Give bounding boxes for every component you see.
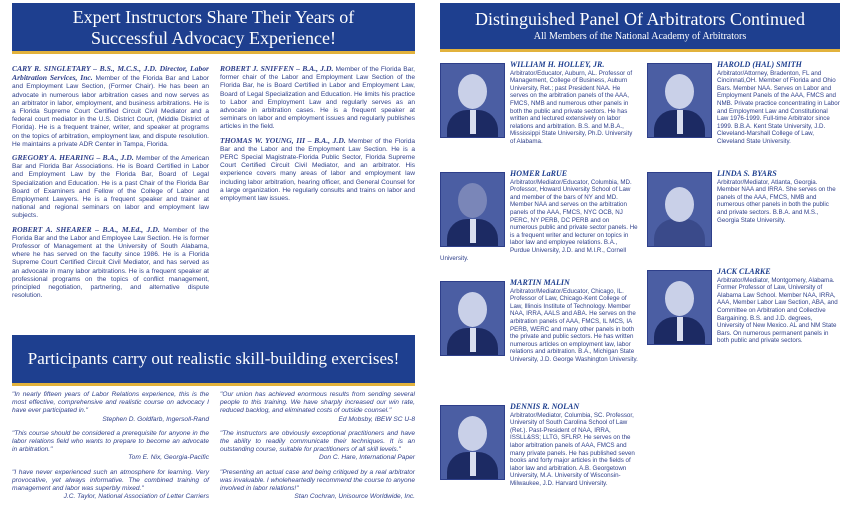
instructors-banner bbox=[12, 3, 415, 54]
instructors-column-1 bbox=[12, 65, 209, 305]
instructor-bio bbox=[12, 154, 209, 221]
instructor-name: ROBERT J. SNIFFEN – B.A., J.D. bbox=[220, 64, 334, 73]
arbitrator-entry bbox=[440, 61, 638, 146]
instructor-bio bbox=[220, 65, 415, 132]
arbitrator-bio: Arbitrator/Mediator, Atlanta, Georgia. Member NAA and IRRA. She serves on the panels of the AAA, FMCS, NMB and numerous other panels in both the public and private sectors. B.B.A. and M.S., Georgia State University. bbox=[717, 178, 836, 224]
arbitrator-entry bbox=[647, 268, 840, 347]
arbitrator-bio: Arbitrator/Mediator, Columbia, SC. Professor, University of South Carolina School of Law (Ret.). Past-President of NAA, IRRA, ISSLL&SS; LLTG, SFLRP. He serves on the labor arbitration panels of AAA, FMCS and many private panels. He has published seven books and forty major articles in the fields of labor law and arbitration. A.B. Georgetown University, M.A. University of Wisconsin- Milwaukee, J.D. Harvard University. bbox=[510, 411, 635, 487]
arbitrator-name: WILLIAM H. HOLLEY, JR. bbox=[510, 60, 605, 69]
testimonial-source: Tom E. Nix, Georgia-Pacific bbox=[128, 454, 209, 462]
testimonial-source: J.C. Taylor, National Association of Letter Carriers bbox=[63, 493, 209, 501]
testimonial bbox=[220, 430, 415, 463]
arbitrator-entry bbox=[647, 61, 840, 146]
testimonial-source: Stan Cochran, Unisource Worldwide, Inc. bbox=[294, 493, 415, 501]
arbitrator-bio: Arbitrator/Mediator/Educator, Chicago, IL. Professor of Law, Chicago-Kent College of Law, Illinois Institute of Technology. Member NAA, IRRA, AALS and ABA. He serves on the arbitration panels of AAA, FMCS, IL MCS, IA PERB, WERC and many other panels in both the private and public sectors. He has written numerous articles on employment law, labor relations and arbitration. B.A., Michigan State University, J.D. George Washington University. bbox=[510, 287, 638, 363]
instructor-name: THOMAS W. YOUNG, III – B.A., J.D. bbox=[220, 135, 346, 145]
testimonial-text: "Presenting an actual case and being critiqued by a real arbitrator was invaluable. I wholeheartedly recommend the course to anyone involved in labor relations!" bbox=[220, 468, 415, 493]
arbitrator-name: HAROLD (HAL) SMITH bbox=[717, 60, 802, 69]
testimonial bbox=[220, 391, 415, 424]
arbitrators-banner bbox=[440, 3, 840, 52]
instructor-name: CARY R. SINGLETARY – B.S., M.C.S., J.D. Director, Labor Arbitration Services, Inc. bbox=[12, 64, 209, 83]
participants-banner bbox=[12, 335, 415, 386]
instructors-banner-line1: Expert Instructors Share Their Years of bbox=[72, 7, 355, 27]
arbitrator-bio: Arbitrator/Attorney, Bradenton, FL and Cincinnati,OH. Member of Florida and Ohio Bars. Member NAA. Serves on Labor and Employment Panels of the AAA, FMCS and NMB. Private practice concentrating in Labor and Employment Law and Constitutional Law 1976-1999. Full-time Arbitrator since 1999. B.B.A. Kent State University, J.D. Cleveland-Marshall College of Law, Cleveland State University. bbox=[717, 69, 840, 145]
arbitrator-entry bbox=[647, 170, 840, 249]
arbitrators-banner-subtitle: All Members of the National Academy of Arbitrators bbox=[533, 31, 747, 42]
testimonial bbox=[12, 469, 209, 502]
instructor-bio bbox=[12, 65, 209, 149]
instructors-column-2 bbox=[220, 65, 415, 208]
arbitrator-name: MARTIN MALIN bbox=[510, 278, 570, 287]
arbitrator-bio: Arbitrator/Educator, Auburn, AL. Professor of Management, College of Business, Auburn University, Ret.; past President NAA. He serves on the arbitration panels of the AAA, FMCS, NMB and numerous other panels in both the public and private sectors. He has written and lectured extensively on labor relations and arbitration. B.S. and M.B.A., Mississippi State University, Ph.D. University of Alabama. bbox=[510, 69, 633, 145]
testimonial-text: "In nearly fifteen years of Labor Relations experience, this is the most effective, comprehensive and realistic course on advocacy I have ever participated in." bbox=[12, 391, 209, 415]
testimonial-source: Don C. Hare, International Paper bbox=[318, 454, 415, 462]
testimonial bbox=[12, 430, 209, 463]
testimonial bbox=[220, 469, 415, 502]
arbitrator-name: JACK CLARKE bbox=[717, 267, 771, 276]
quotes-column-2 bbox=[220, 391, 415, 507]
arbitrators-banner-title: Distinguished Panel Of Arbitrators Continued bbox=[475, 9, 805, 29]
testimonial-source: Ed Mobsby, IBEW SC U-8 bbox=[338, 415, 415, 423]
testimonial bbox=[12, 391, 209, 424]
arbitrator-entry bbox=[440, 403, 638, 488]
instructor-text: Member of the American Bar and Florida Bar Associations. He is Board Certified in Labor and Employment Law by the Florida Bar, Board of Legal Specialization and Education. He is a past Chair of the Florida Bar Board of Examiners and Fellow of the College of Labor and Employment Lawyers. He is a frequent speaker and trainer at national and regional seminars on labor and employment law subjects. bbox=[12, 155, 209, 220]
testimonial-source: Stephen D. Goldfarb, Ingersoll-Rand bbox=[102, 415, 209, 423]
instructor-text: Member of the Florida Bar, former chair of the Labor and Employment Law Section of the Florida Bar, he is Board Certified in Labor and Employment Law, Board of Legal Specialization and Education. He limits his practice to Labor and Employment Law and regularly serves as an advocate in arbitration cases. He is a frequent speaker at seminars on labor and employment issues and regularly publishes articles in the field. bbox=[220, 66, 415, 131]
instructor-text: Member of the Florida Bar and the Labor and Employee Law Section. He is former Professor of Management at the University of South Alabama, where he has served on the faculty since 1986. He is a Florida Supreme Court Certified Circuit Civil Mediator, and has served as an advocate in many labor arbitrations. He is a frequent speaker at professional programs on the topics of conflict management, principled negotiation, partnering, and alternative dispute resolution. bbox=[12, 226, 210, 300]
instructors-banner-line2: Successful Advocacy Experience! bbox=[91, 28, 336, 48]
arbitrator-name: HOMER LaRUE bbox=[510, 169, 568, 178]
instructor-text: Member of the Florida Bar and Labor and Employment Law Section, (Former Chair). He has been an advocate in numerous labor arbitration cases and now serves as an arbitrator in labor, employment, and business arbitrations. He is a Florida Supreme Court Certified Circuit Civil Mediator and a federal court mediator in the U.S. District Court, (Middle District of Florida). He is a frequent trainer, writer, and speaker at programs on the topics of arbitration, employment law, and dispute resolution. He maintains a private ADR Center in Tampa, Florida. bbox=[12, 75, 210, 148]
quotes-column-1 bbox=[12, 391, 209, 507]
arbitrator-bio: Arbitrator/Mediator, Montgomery, Alabama. Former Professor of Law, University of Alabama Law School. Member NAA, IRRA, AAA, Member Labor Law Section, ABA, and Committee on Arbitration and Collective Bargaining. B.S. and J.D. degrees, University of New Mexico. AL and NM State Bars. On numerous permanent panels in both public and private sectors. bbox=[717, 276, 838, 345]
participants-banner-text: Participants carry out realistic skill-building exercises! bbox=[27, 349, 400, 368]
testimonial-text: "I have never experienced such an atmosphere for learning. Very provocative, yet always informative. The combined training of management and labor was superbly mixed." bbox=[12, 468, 209, 493]
arbitrator-entry bbox=[440, 170, 638, 262]
testimonial-text: "This course should be considered a prerequisite for anyone in the labor relations field who wants to prepare to become an advocate in arbitration." bbox=[12, 429, 209, 454]
instructor-bio bbox=[220, 137, 415, 204]
instructor-name: ROBERT A. SHEARER – B.A., M.Ed., J.D. bbox=[12, 224, 160, 234]
instructor-text: Member of the Florida Bar and the Labor and the Employment Law Section. He is a PERC Special Magistrate-Florida Public Sector, Florida Supreme Court Certified Circuit Civil Mediator, and an arbitrator. His experience covers many areas of labor and employment law including labor arbitration, hearing officer, and General Counsel for a large organization. He regularly consults and trains on labor and employment law issues. bbox=[220, 137, 415, 203]
instructor-name: GREGORY A. HEARING – B.A., J.D. bbox=[12, 153, 134, 163]
arbitrator-name: DENNIS R. NOLAN bbox=[510, 402, 580, 411]
testimonial-text: "The instructors are obviously exceptional practitioners and have the ability to readily communicate their techniques. It is an outstanding course, suitable for practitioners of all skill levels." bbox=[220, 429, 415, 454]
arbitrator-entry bbox=[440, 279, 638, 364]
arbitrator-name: LINDA S. BYARS bbox=[717, 169, 777, 178]
arbitrator-bio: Arbitrator/Mediator/Educator, Columbia, MD. Professor, Howard University School of Law and member of the bars of NY and MD. Member NAA and serves on the arbitration panels of the AAA, FMCS, NYC OCB, NJ PERC, NY PERB, DC PERB and on numerous public and private sector panels. He is a frequent writer and lecturer on topics in labor law and employee relations. B.A., Purdue University, J.D. and M.I.R., Cornell University. bbox=[440, 178, 638, 262]
instructor-bio bbox=[12, 226, 209, 301]
testimonial-text: "Our union has achieved enormous results from sending several people to this training. We have sharply increased our win rate, reduced backlog, and eliminated costs of outside counsel." bbox=[220, 391, 415, 415]
